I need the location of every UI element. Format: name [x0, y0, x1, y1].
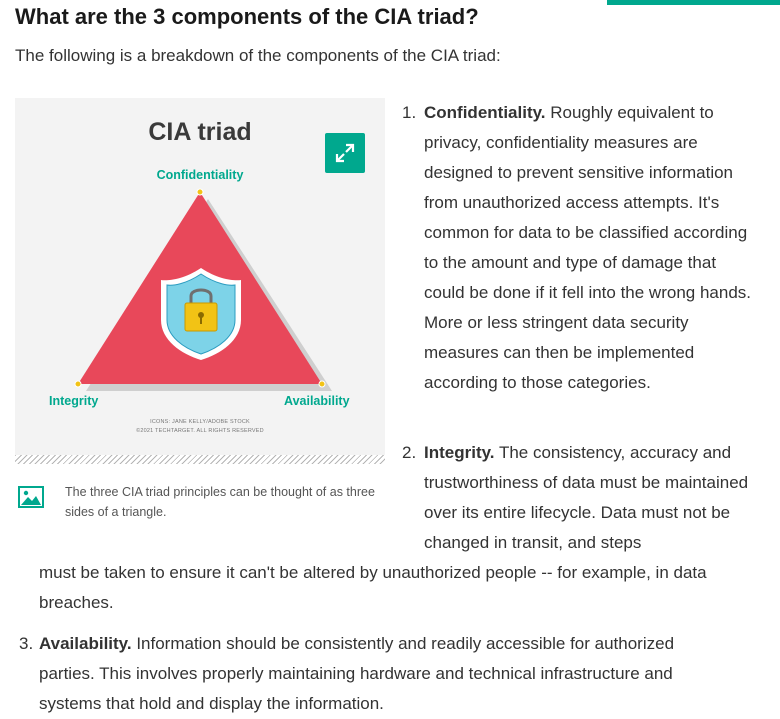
label-confidentiality: Confidentiality	[156, 168, 244, 182]
section-heading: What are the 3 components of the CIA triad?	[15, 4, 479, 29]
list-number: 1.	[402, 103, 417, 122]
image-icon	[18, 486, 44, 508]
vertex-top	[197, 189, 203, 195]
label-availability: Availability	[284, 394, 350, 408]
term-integrity: Integrity.	[424, 443, 495, 462]
top-accent-bar	[607, 0, 780, 5]
expand-image-button[interactable]	[325, 133, 365, 173]
text-integrity-continued: must be taken to ensure it can't be altered by unauthorized people -- for example, in data breaches.	[39, 563, 707, 612]
label-integrity: Integrity	[49, 394, 99, 408]
intro-paragraph: The following is a breakdown of the components of the CIA triad:	[15, 46, 501, 65]
figure-image[interactable]	[15, 98, 385, 455]
text-availability: Information should be consistently and readily accessible for authorized parties. This involves properly maintaining hardware and technical infrastructure and systems that hold and display the information.	[39, 634, 675, 713]
vertex-right	[319, 381, 325, 387]
figure-caption: The three CIA triad principles can be thought of as three sides of a triangle.	[65, 485, 375, 519]
list-number: 2.	[402, 443, 417, 462]
figure-title: CIA triad	[148, 118, 252, 146]
text-integrity: The consistency, accuracy and trustworthiness of data must be maintained over its entire lifecycle. Data must not be changed in transit, and steps	[424, 443, 749, 552]
expand-icon	[325, 133, 365, 173]
list-number: 3.	[19, 634, 34, 653]
text-confidentiality: Roughly equivalent to privacy, confidentiality measures are designed to prevent sensitive information from unauthorized access attempts. It's common for data to be classified according to the amount and type of damage that could be done if it fell into the wrong hands. More or less stringent data security measures can then be implemented according to those categories.	[424, 103, 751, 392]
list-item-availability	[19, 629, 729, 719]
image-credit: ICONS: JANE KELLY/ADOBE STOCK	[150, 419, 250, 425]
term-confidentiality: Confidentiality.	[424, 103, 546, 122]
image-copyright: ©2021 TECHTARGET. ALL RIGHTS RESERVED	[136, 428, 264, 434]
list-item-confidentiality	[402, 98, 758, 398]
figure-divider	[15, 455, 385, 464]
vertex-left	[75, 381, 81, 387]
term-availability: Availability.	[39, 634, 132, 653]
figure-caption-row	[15, 464, 385, 524]
cia-triad-figure	[15, 98, 385, 524]
